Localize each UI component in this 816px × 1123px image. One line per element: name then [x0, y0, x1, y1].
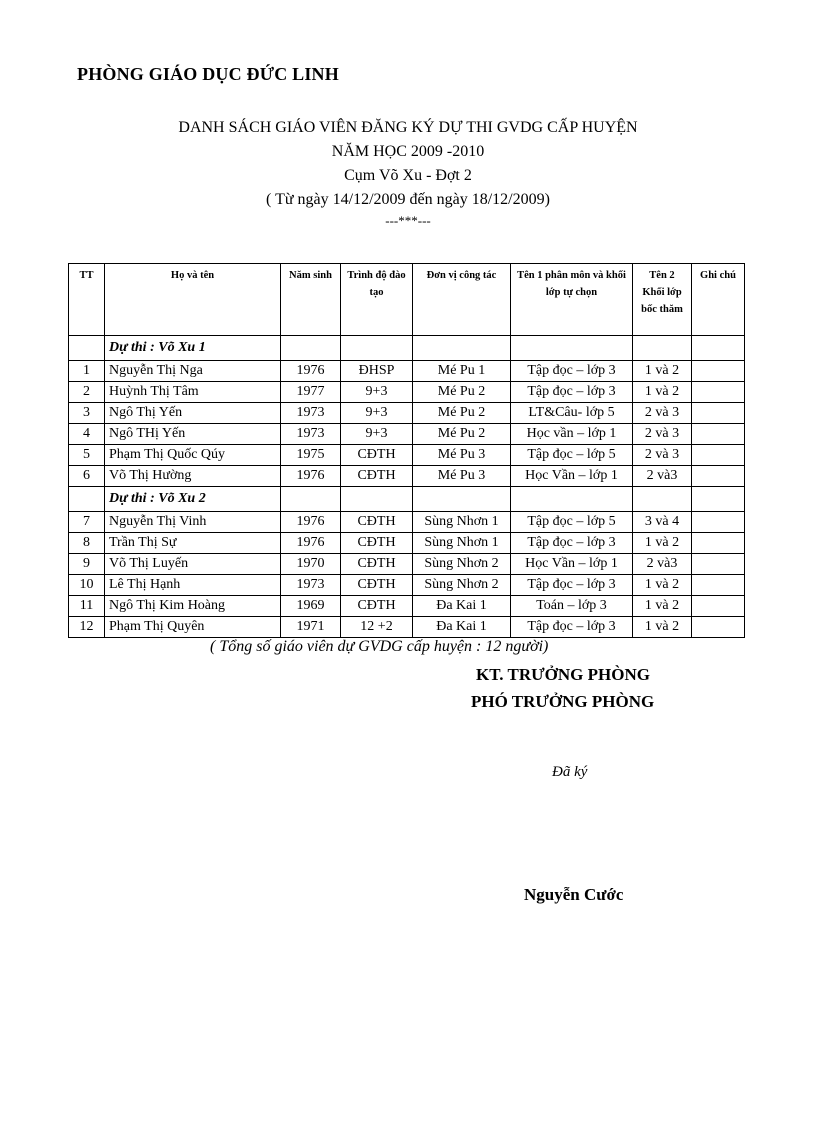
- group-cell-empty: [69, 336, 105, 361]
- cell-note: [692, 424, 745, 445]
- header-grade-draw: Tên 2 Khối lớp bốc thăm: [633, 264, 692, 336]
- cell-grade-draw: 2 và 3: [633, 403, 692, 424]
- cell-birth-year: 1976: [281, 361, 341, 382]
- group-label-1: Dự thi : Võ Xu 1: [105, 336, 281, 361]
- group-cell-empty: [69, 487, 105, 512]
- cell-name: Võ Thị Hường: [105, 466, 281, 487]
- cell-note: [692, 596, 745, 617]
- header-subject: Tên 1 phân môn và khối lớp tự chọn: [511, 264, 633, 336]
- cell-name: Huỳnh Thị Tâm: [105, 382, 281, 403]
- table-row: [69, 554, 745, 575]
- cell-note: [692, 512, 745, 533]
- table-row: [69, 403, 745, 424]
- cell-birth-year: 1977: [281, 382, 341, 403]
- date-range: ( Từ ngày 14/12/2009 đến ngày 18/12/2009): [266, 191, 550, 208]
- cell-birth-year: 1973: [281, 575, 341, 596]
- table-row: [69, 575, 745, 596]
- cell-tt: 8: [69, 533, 105, 554]
- group-cell-empty: [633, 487, 692, 512]
- cell-grade-draw: 2 và 3: [633, 445, 692, 466]
- cell-degree: CĐTH: [341, 512, 413, 533]
- group-cell-empty: [413, 336, 511, 361]
- cell-subject: Tập đọc – lớp 3: [511, 361, 633, 382]
- cell-grade-draw: 1 và 2: [633, 575, 692, 596]
- group-cell-empty: [341, 336, 413, 361]
- cell-degree: 9+3: [341, 382, 413, 403]
- group-cell-empty: [341, 487, 413, 512]
- sign-title-2: PHÓ TRƯỞNG PHÒNG: [471, 692, 655, 711]
- summary-note: ( Tổng số giáo viên dự GVDG cấp huyện : 12 người): [210, 638, 549, 655]
- cell-subject: Tập đọc – lớp 3: [511, 533, 633, 554]
- header-unit: Đơn vị công tác: [413, 264, 511, 336]
- cell-unit: Mé Pu 3: [413, 445, 511, 466]
- signer-name: Nguyễn Cước: [524, 885, 624, 904]
- cell-birth-year: 1973: [281, 403, 341, 424]
- group-row-2: [69, 487, 745, 512]
- table-row: [69, 533, 745, 554]
- table-header-row: [69, 264, 745, 336]
- cell-grade-draw: 1 và 2: [633, 533, 692, 554]
- cell-tt: 7: [69, 512, 105, 533]
- cell-tt: 3: [69, 403, 105, 424]
- cell-degree: CĐTH: [341, 554, 413, 575]
- cell-degree: 12 +2: [341, 617, 413, 638]
- header-birth-year: Năm sinh: [281, 264, 341, 336]
- table-row: [69, 424, 745, 445]
- cell-note: [692, 554, 745, 575]
- cell-degree: ĐHSP: [341, 361, 413, 382]
- cell-name: Phạm Thị Quyên: [105, 617, 281, 638]
- header-name: Họ và tên: [105, 264, 281, 336]
- cell-note: [692, 617, 745, 638]
- cell-unit: Sùng Nhơn 2: [413, 575, 511, 596]
- cell-grade-draw: 2 và3: [633, 466, 692, 487]
- group-label-2: Dự thi : Võ Xu 2: [105, 487, 281, 512]
- table-row: [69, 596, 745, 617]
- cell-unit: Mé Pu 3: [413, 466, 511, 487]
- cell-tt: 4: [69, 424, 105, 445]
- cell-name: Võ Thị Luyến: [105, 554, 281, 575]
- cell-degree: CĐTH: [341, 466, 413, 487]
- separator: ---***---: [385, 213, 431, 228]
- table-row: [69, 512, 745, 533]
- cell-name: Nguyễn Thị Vinh: [105, 512, 281, 533]
- table-body: [69, 336, 745, 638]
- cell-grade-draw: 3 và 4: [633, 512, 692, 533]
- cell-note: [692, 533, 745, 554]
- group-cell-empty: [692, 336, 745, 361]
- cell-name: Ngô Thị Yến: [105, 403, 281, 424]
- cell-unit: Sùng Nhơn 1: [413, 533, 511, 554]
- cell-grade-draw: 1 và 2: [633, 361, 692, 382]
- header-note: Ghi chú: [692, 264, 745, 336]
- group-cell-empty: [281, 336, 341, 361]
- cell-name: Phạm Thị Quốc Qúy: [105, 445, 281, 466]
- document-title: DANH SÁCH GIÁO VIÊN ĐĂNG KÝ DỰ THI GVDG CẤP HUYỆN: [178, 119, 638, 136]
- cell-birth-year: 1969: [281, 596, 341, 617]
- cell-birth-year: 1976: [281, 533, 341, 554]
- group-cell-empty: [281, 487, 341, 512]
- sign-title-1: KT. TRƯỞNG PHÒNG: [476, 665, 650, 684]
- group-cell-empty: [511, 487, 633, 512]
- cell-tt: 10: [69, 575, 105, 596]
- school-year: NĂM HỌC 2009 -2010: [331, 143, 485, 160]
- table-row: [69, 361, 745, 382]
- cell-birth-year: 1976: [281, 512, 341, 533]
- cell-tt: 2: [69, 382, 105, 403]
- cell-degree: CĐTH: [341, 533, 413, 554]
- title-block: [0, 116, 816, 228]
- cell-subject: Học Vần – lớp 1: [511, 466, 633, 487]
- cell-birth-year: 1975: [281, 445, 341, 466]
- header-degree: Trình độ đào tạo: [341, 264, 413, 336]
- cell-subject: Toán – lớp 3: [511, 596, 633, 617]
- cell-subject: Học Vần – lớp 1: [511, 554, 633, 575]
- cell-subject: Tập đọc – lớp 5: [511, 512, 633, 533]
- cell-tt: 6: [69, 466, 105, 487]
- cell-unit: Đa Kai 1: [413, 596, 511, 617]
- cell-birth-year: 1976: [281, 466, 341, 487]
- cell-note: [692, 445, 745, 466]
- cell-unit: Mé Pu 2: [413, 403, 511, 424]
- table-row: [69, 445, 745, 466]
- group-cell-empty: [692, 487, 745, 512]
- cell-unit: Sùng Nhơn 1: [413, 512, 511, 533]
- cell-note: [692, 575, 745, 596]
- cell-degree: 9+3: [341, 424, 413, 445]
- cell-name: Ngô Thị Kim Hoàng: [105, 596, 281, 617]
- cell-degree: CĐTH: [341, 575, 413, 596]
- cell-name: Trần Thị Sự: [105, 533, 281, 554]
- cell-unit: Sùng Nhơn 2: [413, 554, 511, 575]
- cell-unit: Mé Pu 1: [413, 361, 511, 382]
- cell-name: Ngô THị Yến: [105, 424, 281, 445]
- cell-name: Lê Thị Hạnh: [105, 575, 281, 596]
- group-row-1: [69, 336, 745, 361]
- table-row: [69, 617, 745, 638]
- cell-subject: Tập đọc – lớp 3: [511, 382, 633, 403]
- group-cell-empty: [633, 336, 692, 361]
- cell-subject: LT&Câu- lớp 5: [511, 403, 633, 424]
- cell-birth-year: 1973: [281, 424, 341, 445]
- cell-note: [692, 466, 745, 487]
- cell-grade-draw: 2 và3: [633, 554, 692, 575]
- cell-unit: Mé Pu 2: [413, 382, 511, 403]
- cell-birth-year: 1971: [281, 617, 341, 638]
- group-cell-empty: [413, 487, 511, 512]
- cell-subject: Tập đọc – lớp 3: [511, 617, 633, 638]
- cell-note: [692, 403, 745, 424]
- cell-degree: CĐTH: [341, 596, 413, 617]
- department-name: PHÒNG GIÁO DỤC ĐỨC LINH: [77, 64, 339, 84]
- group-cell-empty: [511, 336, 633, 361]
- cell-tt: 11: [69, 596, 105, 617]
- cell-tt: 12: [69, 617, 105, 638]
- cell-tt: 5: [69, 445, 105, 466]
- cell-degree: 9+3: [341, 403, 413, 424]
- cell-subject: Tập đọc – lớp 3: [511, 575, 633, 596]
- table-row: [69, 466, 745, 487]
- cell-degree: CĐTH: [341, 445, 413, 466]
- signed-note: Đã ký: [552, 764, 588, 780]
- header-tt: TT: [69, 264, 105, 336]
- cell-grade-draw: 1 và 2: [633, 617, 692, 638]
- cell-name: Nguyễn Thị Nga: [105, 361, 281, 382]
- teacher-list-table: [68, 263, 745, 638]
- cell-grade-draw: 2 và 3: [633, 424, 692, 445]
- cell-grade-draw: 1 và 2: [633, 596, 692, 617]
- cell-note: [692, 361, 745, 382]
- cell-subject: Học vần – lớp 1: [511, 424, 633, 445]
- table-row: [69, 382, 745, 403]
- cell-note: [692, 382, 745, 403]
- cell-grade-draw: 1 và 2: [633, 382, 692, 403]
- cluster-label: Cụm Võ Xu - Đợt 2: [344, 167, 472, 184]
- cell-unit: Đa Kai 1: [413, 617, 511, 638]
- cell-tt: 9: [69, 554, 105, 575]
- cell-birth-year: 1970: [281, 554, 341, 575]
- cell-subject: Tập đọc – lớp 5: [511, 445, 633, 466]
- cell-tt: 1: [69, 361, 105, 382]
- cell-unit: Mé Pu 2: [413, 424, 511, 445]
